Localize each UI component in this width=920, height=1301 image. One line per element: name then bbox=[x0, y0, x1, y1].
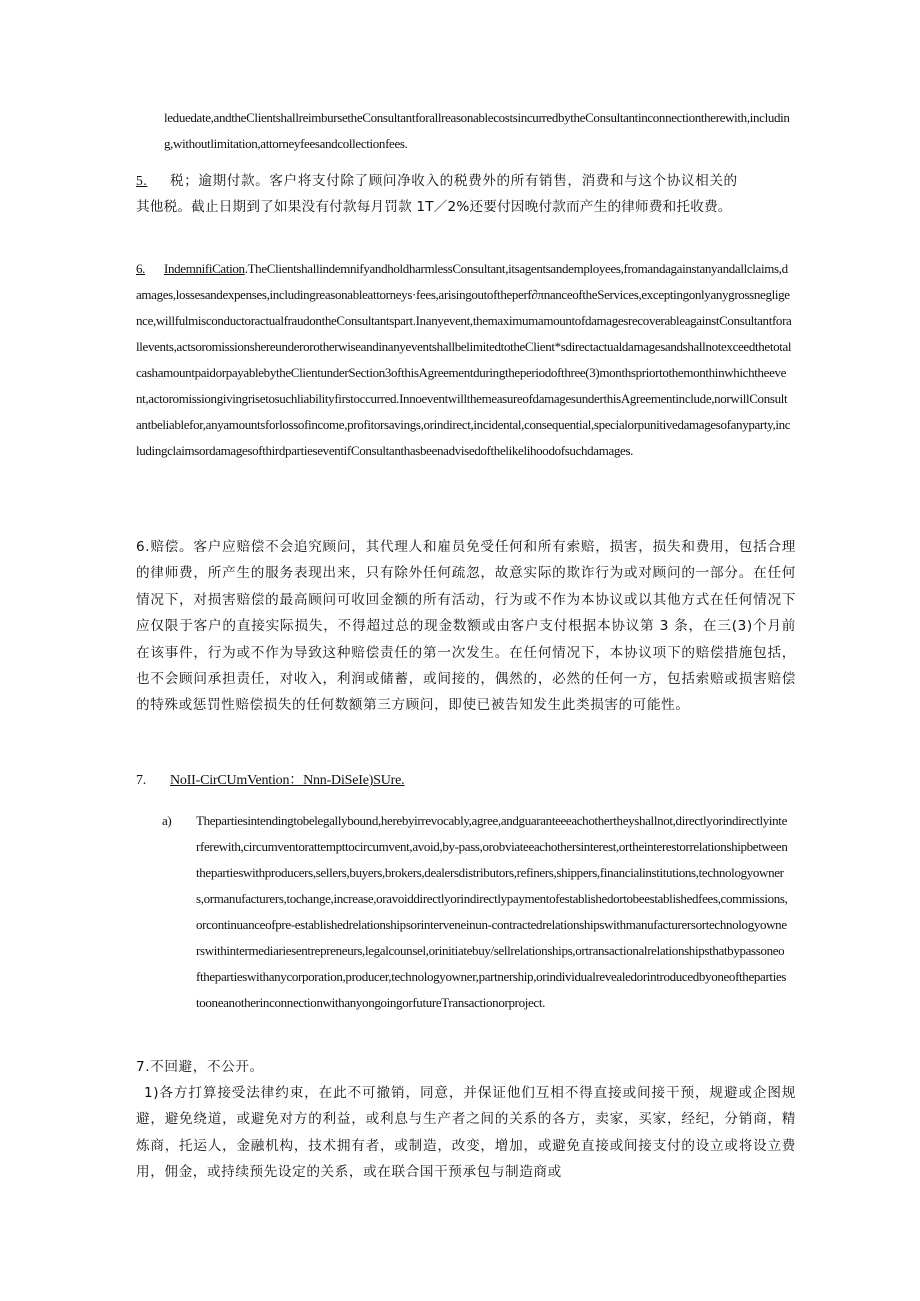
section-6-number: 6. bbox=[136, 261, 146, 276]
section-5-line-2: 其他税。截止日期到了如果没有付款每月罚款 1T／2%还要付因晚付款而产生的律师费和托收费。 bbox=[136, 199, 732, 216]
section-6-en bbox=[136, 256, 792, 464]
section-5-number: 5. bbox=[136, 173, 148, 188]
section-7-zh-title: 7.不回避，不公开。 bbox=[136, 1059, 264, 1075]
section-7-title: NoII-CirCUmVention：Nnn-DiSeIe)SUre. bbox=[170, 773, 405, 788]
section-6-zh: 6.赔偿。客户应赔偿不会追究顾问，其代理人和雇员免受任何和所有索赔，损害，损失和费用，包括合理的律师费，所产生的服务表现出来，只有除外任何疏忽，故意实际的欺诈行为或对顾问的一部分。在任何情况下，对损害赔偿的最高顾问可收回金额的所有活动，行为或不作为本协议或以其他方式在任何情况下应仅限于客户的直接实际损失，不得超过总的现金数额或由客户支付根据本协议第 3 条，在三(3)个月前在该事件，行为或不作为导致这种赔偿责任的第一次发生。在任何情况下，本协议项下的赔偿措施包括，也不会顾问承担责任，对收入，利润或储蓄，或间接的，偶然的，必然的任何一方，包括索赔或损害赔偿的特殊或惩罚性赔偿损失的任何数额第三方顾问，即使已被告知发生此类损害的可能性。 bbox=[136, 539, 796, 714]
section-7-heading bbox=[136, 768, 796, 794]
section-7-zh-item-1: 1)各方打算接受法律约束，在此不可撤销，同意，并保证他们互相不得直接或间接干预，规避或企图规避，避免绕道，或避免对方的利益，或利息与生产者之间的关系的各方，卖家，买家，经纪，分销商，精炼商，托运人，金融机构，技术拥有者，或制造，改变，增加，或避免直接或间接支付的设立或将设立费用，佣金，或持续预先设定的关系，或在联合国干预承包与制造商或 bbox=[136, 1085, 796, 1181]
section-6-title: IndemnifiCation bbox=[164, 261, 245, 276]
section-6-body: .TheClientshallindemnifyandholdharmlessConsultant,itsagentsandemployees,fromandagainstanyandallclaims,damages,lossesandexpenses,includingreasonableattorneys·fees,arisingoutoftheperf∂πnanceoftheServices,exceptingonlyanygrossnegligence,willfulmisconductoractualfraudontheConsultantspart.Inanyevent,themaximumamountofdamagesrecoverableagainstConsultantforallevents,actsoromissionshereunderorotherwiseandinanyeventshallbelimitedtotheClient*sdirectactualdamagesandshallnotexceedthetotalcashamountpaidorpayablebytheClientunderSection3ofthisAgreementduringtheperiodofthree(3)monthspriortothemonthinwhichtheevent,actoromissiongivingrisetosuchliabilityfirstoccurred.InnoeventwillthemeasureofdamagesunderthisAgreementinclude,norwillConsultantbeliablefor,anyamountsforlossofincome,profitorsavings,orindirect,incidental,consequential,specialorpunitivedamagesofanyparty,includingclaimsordamagesofthirdpartieseventifConsultanthasbeenadvisedofthelikelihoodofsuchdamages. bbox=[136, 261, 792, 458]
section-7a-text: Thepartiesintendingtobelegallybound,herebyirrevocably,agree,andguaranteeeachothertheyshallnot,directlyorindirectlyinterferewith,circumventorattempttocircumvent,avoid,by-pass,orobviateeachothersinterest,ortheinterestorrelationshipbetweenthepartieswithproducers,sellers,buyers,brokers,dealersdistributors,refiners,shippers,financialinstitutions,technologyowners,ormanufacturers,tochange,increase,oravoiddirectlyorindirectlypaymentofestablishedortobeestablishedfees,commissions,orcontinuanceofpre-establishedrelationshipsorinterveneinun-contractedrelationshipswithmanufacturersortechnologyownerswithintermediariesentrepreneurs,legalcounsel,orinitiatebuy/sellrelationships,ortransactionalrelationshipsthatbypassoneofthepartieswithanycorporation,producer,technologyowner,partnership,orindividualrevealedorintroducedbyoneofthepartiestooneanotherinconnectionwithanyongoingorfutureTransactionorproject. bbox=[196, 813, 788, 1010]
section-7a bbox=[162, 808, 792, 1016]
section-7a-label: a) bbox=[162, 813, 172, 828]
section-7-number: 7. bbox=[136, 773, 147, 788]
section-5-line-1: 5. 税；逾期付款。客户将支付除了顾问净收入的税费外的所有销售，消费和与这个协议相关的 bbox=[136, 168, 796, 194]
section-4-tail: leduedate,andtheClientshallreimbursetheConsultantforallreasonablecostsincurredbytheConsultantinconnectiontherewith,including,withoutlimitation,attorneyfeesandcollectionfees. bbox=[164, 110, 790, 151]
section-5 bbox=[136, 168, 796, 221]
